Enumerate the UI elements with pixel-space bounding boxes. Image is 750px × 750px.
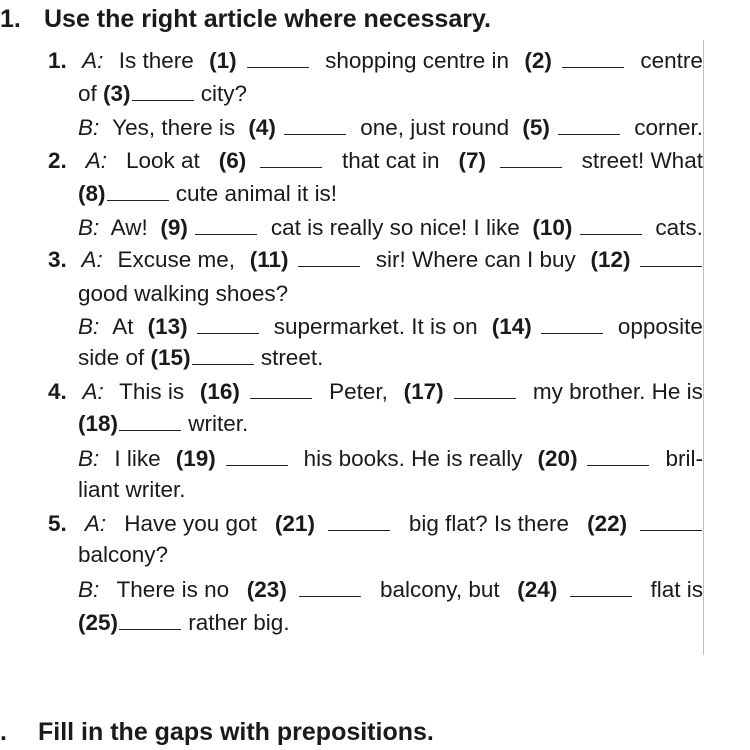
speaker-label: A:: [81, 247, 103, 272]
gap-number: (10): [532, 215, 573, 240]
exercise-1-heading: [0, 5, 491, 34]
sentence-text: supermarket. It is on: [267, 314, 484, 339]
sentence-text: Peter,: [322, 379, 395, 404]
sentence-text: good walking shoes?: [78, 281, 289, 306]
speaker-label: B:: [78, 446, 100, 471]
exercise-line: [78, 114, 703, 142]
gap-number: (23): [246, 577, 287, 602]
exercise-line: [78, 541, 168, 569]
sentence-text: that cat in: [335, 148, 446, 173]
gap-number: (4): [248, 115, 276, 140]
answer-blank[interactable]: [580, 232, 642, 235]
answer-blank[interactable]: [284, 132, 346, 135]
sentence-text: street! What: [575, 148, 703, 173]
gap-number: (12): [590, 247, 631, 272]
gap-number: (9): [160, 215, 188, 240]
exercise-number: 1.: [0, 5, 21, 33]
gap-number: (6): [218, 148, 247, 173]
speaker-label: B:: [78, 215, 100, 240]
sentence-text: one, just round: [353, 115, 516, 140]
speaker-label: B:: [78, 314, 100, 339]
gap-number: (22): [587, 511, 628, 536]
sentence-text: flat is: [644, 577, 703, 602]
answer-blank[interactable]: [260, 165, 322, 168]
sentence-text: balcony?: [78, 542, 169, 567]
sentence-text: Look at: [119, 148, 207, 173]
answer-blank[interactable]: [562, 65, 624, 68]
gap-number: (25): [78, 610, 119, 635]
exercise-line: [48, 147, 703, 175]
answer-blank[interactable]: [107, 198, 169, 201]
answer-blank[interactable]: [587, 463, 649, 466]
sentence-text: At: [107, 314, 140, 339]
speaker-label: A:: [82, 379, 104, 404]
sentence-text: his books. He is really: [297, 446, 529, 471]
exercise-line: [78, 476, 186, 504]
exercise-line: [78, 410, 248, 438]
sentence-text: Is there: [112, 48, 201, 73]
sentence-text: I like: [108, 446, 167, 471]
sentence-text: writer.: [182, 411, 249, 436]
exercise-number: .: [0, 718, 7, 746]
sentence-text: opposite: [611, 314, 703, 339]
sentence-text: bril-: [659, 446, 703, 471]
sentence-text: side of: [78, 345, 151, 370]
sentence-text: cats.: [649, 215, 703, 240]
sentence-text: rather big.: [182, 610, 290, 635]
answer-blank[interactable]: [132, 98, 194, 101]
sentence-text: cute animal it is!: [169, 181, 338, 206]
sentence-text: Have you got: [117, 511, 264, 536]
sentence-text: my brother. He is: [526, 379, 703, 404]
exercise-title: Use the right article where necessary.: [44, 5, 491, 33]
exercise-line: [48, 47, 703, 75]
speaker-label: A:: [85, 148, 108, 173]
answer-blank[interactable]: [500, 165, 562, 168]
answer-blank[interactable]: [119, 428, 181, 431]
gap-number: (20): [537, 446, 578, 471]
gap-number: (3): [103, 81, 131, 106]
gap-number: (16): [199, 379, 240, 404]
answer-blank[interactable]: [195, 232, 257, 235]
exercise-line: [78, 214, 703, 242]
exercise-line: [48, 510, 703, 538]
sentence-text: Yes, there is: [106, 115, 242, 140]
sentence-text: centre: [634, 48, 703, 73]
answer-blank[interactable]: [247, 65, 309, 68]
sentence-text: Aw!: [105, 215, 155, 240]
sentence-text: There is no: [110, 577, 236, 602]
gap-number: (11): [249, 247, 289, 272]
gap-number: (21): [274, 511, 315, 536]
gap-number: (7): [458, 148, 486, 173]
speaker-label: A:: [82, 48, 104, 73]
exercise-line: [78, 180, 337, 208]
answer-blank[interactable]: [328, 528, 390, 531]
gap-number: 1.: [48, 48, 74, 73]
exercise-title: Fill in the gaps with prepositions.: [38, 718, 434, 746]
answer-blank[interactable]: [558, 132, 620, 135]
answer-blank[interactable]: [192, 362, 254, 365]
sentence-text: cat is really so nice! I like: [264, 215, 526, 240]
gap-number: (2): [524, 48, 552, 73]
speaker-label: B:: [78, 577, 100, 602]
exercise-line: [78, 445, 703, 473]
answer-blank[interactable]: [299, 594, 361, 597]
gap-number: 5.: [48, 511, 74, 536]
exercise-line: [78, 313, 703, 341]
sentence-text: shopping centre in: [318, 48, 516, 73]
sentence-text: Excuse me,: [111, 247, 242, 272]
gap-number: (17): [403, 379, 444, 404]
page-edge-divider: [703, 40, 704, 655]
gap-number: (13): [147, 314, 188, 339]
answer-blank[interactable]: [226, 463, 288, 466]
sentence-text: street.: [254, 345, 324, 370]
exercise-line: [78, 576, 703, 604]
answer-blank[interactable]: [640, 528, 702, 531]
answer-blank[interactable]: [454, 396, 516, 399]
gap-number: (24): [517, 577, 558, 602]
exercise-line: [78, 609, 290, 637]
sentence-text: sir! Where can I buy: [369, 247, 583, 272]
sentence-text: balcony, but: [373, 577, 506, 602]
sentence-text: city?: [194, 81, 248, 106]
exercise-2-heading: [0, 718, 434, 747]
sentence-text: big flat? Is there: [402, 511, 576, 536]
sentence-text: This is: [113, 379, 191, 404]
gap-number: (18): [78, 411, 119, 436]
gap-number: 4.: [48, 379, 74, 404]
answer-blank[interactable]: [197, 331, 259, 334]
speaker-label: B:: [78, 115, 100, 140]
exercise-line: [78, 80, 247, 108]
exercise-line: [78, 280, 288, 308]
speaker-label: A:: [84, 511, 107, 536]
sentence-text: corner.: [627, 115, 703, 140]
answer-blank[interactable]: [541, 331, 603, 334]
gap-number: (15): [150, 345, 191, 370]
sentence-text: liant writer.: [78, 477, 186, 502]
gap-number: (5): [522, 115, 550, 140]
gap-number: (8): [78, 181, 106, 206]
sentence-text: of: [78, 81, 104, 106]
answer-blank[interactable]: [250, 396, 312, 399]
gap-number: 3.: [48, 247, 74, 272]
gap-number: 2.: [48, 148, 74, 173]
gap-number: (19): [175, 446, 216, 471]
answer-blank[interactable]: [119, 627, 181, 630]
answer-blank[interactable]: [570, 594, 632, 597]
exercise-line: [48, 246, 703, 274]
answer-blank[interactable]: [298, 264, 360, 267]
gap-number: (1): [209, 48, 237, 73]
exercise-line: [48, 378, 703, 406]
gap-number: (14): [491, 314, 532, 339]
answer-blank[interactable]: [640, 264, 702, 267]
exercise-line: [78, 344, 323, 372]
